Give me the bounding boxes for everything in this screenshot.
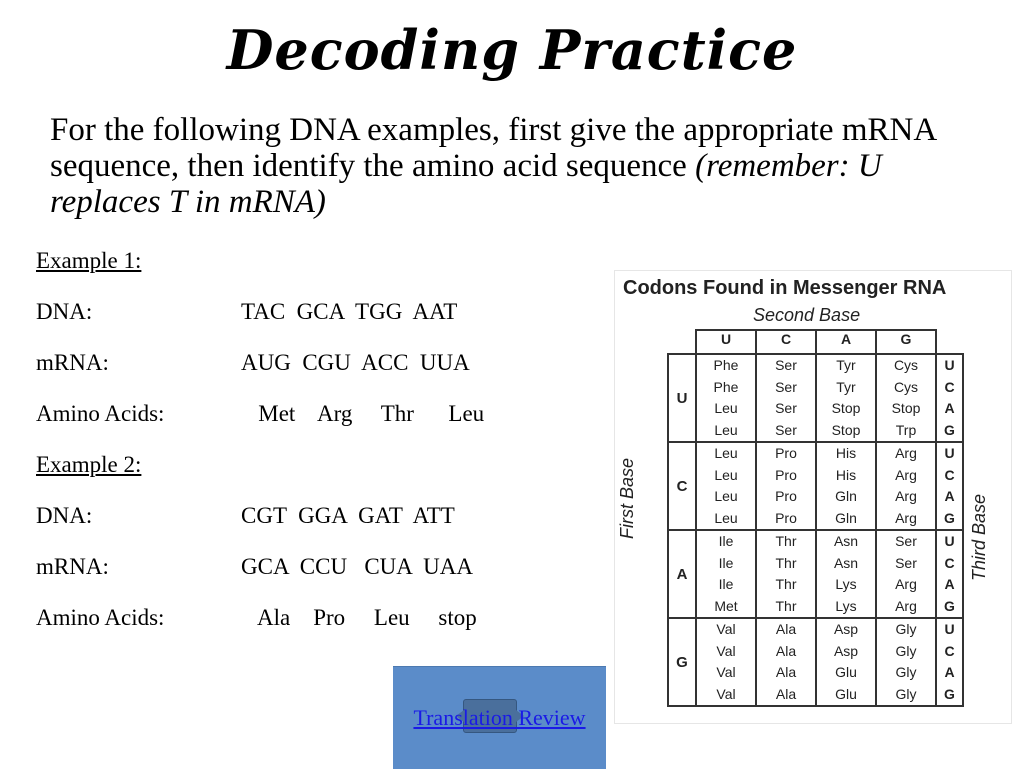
mrna-sequence: GCA CCU CUA UAA [241, 554, 473, 579]
third-base-letter: A [944, 576, 955, 592]
amino-acid-cell: Thr [775, 533, 797, 549]
amino-acid-sequence: Ala Pro Leu stop [241, 605, 477, 630]
codon-block [756, 530, 816, 618]
third-base-letter: C [944, 378, 955, 395]
example-heading: Example 2: [36, 452, 142, 477]
amino-acid-cell: Arg [895, 509, 917, 526]
amino-acid-cell: Pro [775, 466, 797, 483]
codon-table [667, 329, 964, 707]
third-base-letter: G [944, 597, 955, 614]
third-base-letter: G [944, 421, 955, 438]
codon-block [816, 354, 876, 442]
codon-table-figure [614, 270, 1012, 724]
first-base-letter: G [668, 618, 696, 706]
amino-acid-cell: Val [716, 642, 736, 659]
translation-review-button[interactable] [393, 666, 606, 769]
amino-acid-cell: Phe [713, 357, 739, 373]
amino-acid-cell: Ala [775, 685, 797, 702]
amino-acid-cell: Cys [893, 378, 919, 395]
first-base-label: First Base [617, 457, 637, 539]
amino-acid-cell: Leu [714, 509, 738, 526]
amino-acid-cell: Pro [775, 488, 797, 504]
codon-block [816, 618, 876, 706]
amino-acid-cell: Glu [835, 664, 857, 680]
amino-acid-cell: Ser [775, 357, 797, 373]
third-base-letter: A [944, 488, 955, 504]
codon-block [696, 530, 756, 618]
dna-label: DNA: [36, 299, 93, 324]
third-base-letter: A [944, 400, 955, 416]
amino-acid-cell: Arg [895, 576, 917, 592]
codon-block [756, 618, 816, 706]
amino-acid-cell: Lys [835, 576, 857, 592]
amino-acid-cell: Ile [718, 576, 734, 592]
amino-acid-cell: Leu [714, 466, 738, 483]
codon-block [816, 530, 876, 618]
instructions-text: For the following DNA examples, first give the appropriate mRNA sequence, then identify the amino acid sequence [50, 112, 936, 184]
codon-block [816, 442, 876, 530]
dna-sequence: TAC GCA TGG AAT [241, 299, 458, 324]
amino-acid-cell: Thr [775, 554, 797, 571]
third-base-letter: C [944, 554, 955, 571]
third-base-column [936, 354, 963, 442]
amino-acid-cell: Val [716, 664, 736, 680]
amino-acid-cell: Ser [775, 400, 797, 416]
amino-acid-cell: Thr [775, 597, 797, 614]
amino-acid-cell: Thr [775, 576, 797, 592]
amino-acid-sequence: Met Arg Thr Leu [241, 401, 485, 426]
amino-acid-cell: Val [716, 621, 736, 637]
amino-acid-cell: Ser [775, 378, 797, 395]
first-base-letter: C [668, 442, 696, 530]
page-title: Decoding Practice [226, 18, 798, 82]
amino-acid-cell: Ile [718, 533, 734, 549]
codon-row [668, 442, 963, 530]
amino-acid-cell: Asn [833, 533, 859, 549]
amino-acid-cell: Trp [895, 421, 917, 438]
codon-table-body [668, 354, 963, 706]
third-base-letter: U [944, 533, 955, 549]
column-header: A [816, 330, 876, 354]
amino-acid-cell: Cys [893, 357, 919, 373]
third-base-letter: G [944, 509, 955, 526]
third-base-letter: U [944, 445, 955, 461]
amino-acid-cell: Arg [895, 597, 917, 614]
amino-acid-cell: Asp [833, 621, 859, 637]
codon-block [756, 354, 816, 442]
mrna-sequence: AUG CGU ACC UUA [241, 350, 470, 375]
second-base-label: Second Base [753, 305, 861, 325]
amino-acid-cell: Ala [775, 664, 797, 680]
amino-acid-cell: Tyr [836, 378, 856, 395]
amino-acid-cell: His [835, 445, 857, 461]
mrna-label: mRNA: [36, 350, 109, 375]
amino-acid-cell: Glu [835, 685, 857, 702]
amino-acid-cell: Stop [831, 421, 861, 438]
amino-acid-cell: Arg [895, 488, 917, 504]
amino-acid-cell: Ala [775, 621, 797, 637]
translation-review-link[interactable]: Translation Review [413, 705, 586, 730]
codon-table-title: Codons Found in Messenger RNA [623, 277, 947, 299]
amino-acid-cell: Ala [775, 642, 797, 659]
codon-block [876, 354, 936, 442]
amino-acid-cell: Leu [714, 445, 738, 461]
amino-acid-cell: Ser [895, 554, 917, 571]
amino-acid-cell: His [835, 466, 857, 483]
codon-row [668, 354, 963, 442]
instructions-note: (remember: U replaces T in mRNA) [50, 148, 882, 220]
amino-acid-cell: Val [716, 685, 736, 702]
amino-acid-cell: Leu [714, 421, 738, 438]
first-base-letter: U [668, 354, 696, 442]
codon-block [876, 618, 936, 706]
codon-block [696, 354, 756, 442]
amino-acid-cell: Pro [775, 509, 797, 526]
amino-acid-cell: Gly [895, 642, 917, 659]
amino-acid-cell: Ser [775, 421, 797, 438]
third-base-letter: C [944, 642, 955, 659]
amino-acid-cell: Pro [775, 445, 797, 461]
example-heading: Example 1: [36, 248, 142, 273]
third-base-letter: A [944, 664, 955, 680]
third-base-letter: U [944, 621, 955, 637]
instructions [50, 112, 1000, 220]
third-base-label: Third Base [969, 493, 989, 581]
amino-acid-cell: Asn [833, 554, 859, 571]
amino-acid-cell: Asp [833, 642, 859, 659]
third-base-column [936, 442, 963, 530]
amino-acid-cell: Met [714, 597, 738, 614]
mrna-label: mRNA: [36, 554, 109, 579]
column-header: U [696, 330, 756, 354]
amino-acid-cell: Gln [835, 509, 857, 526]
codon-block [876, 530, 936, 618]
codon-block [876, 442, 936, 530]
amino-acid-cell: Ser [895, 533, 917, 549]
third-base-letter: U [944, 357, 955, 373]
amino-acid-cell: Tyr [836, 357, 856, 373]
amino-acid-cell: Leu [714, 488, 738, 504]
amino-acid-cell: Arg [895, 466, 917, 483]
third-base-column [936, 618, 963, 706]
table-corner [936, 330, 963, 354]
amino-acid-cell: Lys [835, 597, 857, 614]
codon-row [668, 618, 963, 706]
amino-acid-cell: Stop [891, 400, 921, 416]
amino-acid-cell: Gly [895, 621, 917, 637]
amino-acid-cell: Stop [831, 400, 861, 416]
third-base-letter: C [944, 466, 955, 483]
amino-acid-cell: Ile [718, 554, 734, 571]
third-base-letter: G [944, 685, 955, 702]
column-header: C [756, 330, 816, 354]
dna-label: DNA: [36, 503, 93, 528]
first-base-letter: A [668, 530, 696, 618]
column-header: G [876, 330, 936, 354]
amino-acid-cell: Phe [713, 378, 739, 395]
dna-sequence: CGT GGA GAT ATT [241, 503, 455, 528]
amino-acids-label: Amino Acids: [36, 605, 165, 630]
codon-block [696, 442, 756, 530]
amino-acid-cell: Arg [895, 445, 917, 461]
amino-acid-cell: Gly [895, 664, 917, 680]
table-corner [668, 330, 696, 354]
amino-acid-cell: Gln [835, 488, 857, 504]
amino-acid-cell: Leu [714, 400, 738, 416]
codon-block [696, 618, 756, 706]
codon-row [668, 530, 963, 618]
amino-acid-cell: Gly [895, 685, 917, 702]
third-base-column [936, 530, 963, 618]
amino-acids-label: Amino Acids: [36, 401, 165, 426]
codon-block [756, 442, 816, 530]
